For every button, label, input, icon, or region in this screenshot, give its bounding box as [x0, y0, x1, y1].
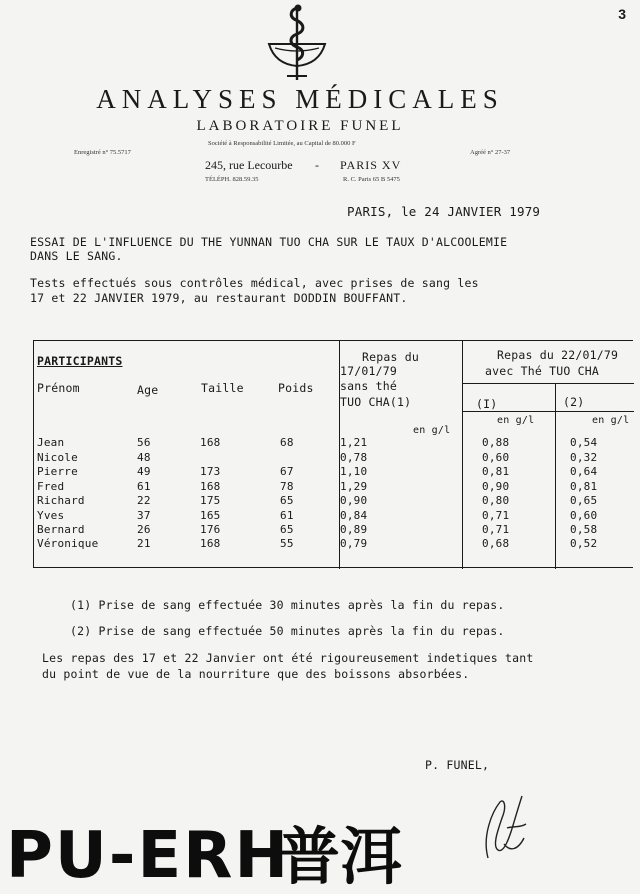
footnote-2: (2) Prise de sang effectuée 50 minutes après la fin du repas.: [70, 624, 505, 638]
cell-r3: 0,64: [570, 465, 598, 478]
page-number: 3: [618, 6, 626, 22]
cell-r1: 0,84: [340, 509, 368, 522]
sub-col-2: (2): [563, 395, 585, 409]
repas1-line4: TUO CHA(1): [340, 395, 412, 409]
cell-r2: 0,71: [482, 523, 510, 536]
rc-number: R. C. Paris 65 B 5475: [343, 176, 400, 183]
cell-r2: 0,90: [482, 480, 510, 493]
cell-age: 21: [137, 537, 151, 550]
cell-r1: 1,21: [340, 436, 368, 449]
participants-header: PARTICIPANTS: [37, 354, 123, 368]
cell-r3: 0,58: [570, 523, 598, 536]
col-taille: Taille: [201, 381, 244, 395]
cell-r2: 0,80: [482, 494, 510, 507]
unit-label-3: en g/l: [592, 415, 630, 426]
company-info: Société à Responsabilité Limitée, au Capital de 80.000 F: [208, 140, 356, 147]
cell-r3: 0,81: [570, 480, 598, 493]
col-poids: Poids: [278, 381, 314, 395]
brand-latin: PU-ERH: [6, 819, 290, 893]
cell-r2: 0,81: [482, 465, 510, 478]
letterhead-title: ANALYSES MÉDICALES: [96, 84, 504, 114]
cell-r1: 0,78: [340, 451, 368, 464]
remark-line-2: du point de vue de la nourriture que des boissons absorbées.: [42, 667, 470, 681]
cell-taille: 168: [200, 436, 221, 449]
cell-prenom: Fred: [37, 480, 65, 493]
cell-prenom: Bernard: [37, 523, 85, 536]
cell-taille: 175: [200, 494, 221, 507]
col-age: Age: [137, 383, 159, 397]
cell-prenom: Yves: [37, 509, 65, 522]
cell-r2: 0,71: [482, 509, 510, 522]
cell-age: 37: [137, 509, 151, 522]
cell-age: 61: [137, 480, 151, 493]
cell-r1: 0,89: [340, 523, 368, 536]
cell-r3: 0,60: [570, 509, 598, 522]
repas2-line2: avec Thé TUO CHA: [485, 364, 599, 378]
cell-taille: 168: [200, 537, 221, 550]
cell-age: 56: [137, 436, 151, 449]
repas1-line2: 17/01/79: [340, 364, 397, 378]
cell-r1: 1,29: [340, 480, 368, 493]
cell-poids: 68: [280, 436, 294, 449]
col-prenom: Prénom: [37, 381, 80, 395]
address-separator: -: [315, 158, 319, 172]
cell-r3: 0,32: [570, 451, 598, 464]
street-address: 245, rue Lecourbe: [205, 158, 293, 172]
cell-taille: 165: [200, 509, 221, 522]
repas1-line1: Repas du: [362, 350, 419, 364]
cell-prenom: Pierre: [37, 465, 78, 478]
cell-r3: 0,65: [570, 494, 598, 507]
cell-poids: 65: [280, 494, 294, 507]
signatory-name: P. FUNEL,: [425, 758, 490, 772]
cell-r1: 0,79: [340, 537, 368, 550]
cell-r1: 0,90: [340, 494, 368, 507]
cell-taille: 176: [200, 523, 221, 536]
cell-r3: 0,54: [570, 436, 598, 449]
cell-prenom: Jean: [37, 436, 65, 449]
unit-label-2: en g/l: [497, 415, 535, 426]
registration-number: Enregistré n° 75.5717: [74, 149, 131, 156]
cell-r2: 0,88: [482, 436, 510, 449]
cell-r2: 0,68: [482, 537, 510, 550]
agreement-number: Agréé n° 27-37: [470, 149, 511, 156]
cell-age: 22: [137, 494, 151, 507]
intro-line-2: 17 et 22 JANVIER 1979, au restaurant DODDIN BOUFFANT.: [30, 291, 408, 305]
cell-age: 26: [137, 523, 151, 536]
cell-prenom: Véronique: [37, 537, 99, 550]
footnote-1: (1) Prise de sang effectuée 30 minutes après la fin du repas.: [70, 598, 505, 612]
cell-age: 48: [137, 451, 151, 464]
cell-prenom: Richard: [37, 494, 85, 507]
city-address: PARIS XV: [340, 158, 402, 172]
brand-cjk: 普洱: [278, 820, 403, 893]
intro-line-1: Tests effectués sous contrôles médical, avec prises de sang les: [30, 276, 479, 290]
cell-r3: 0,52: [570, 537, 598, 550]
phone-number: TÉLÉPH. 828.59.35: [205, 176, 259, 183]
subject-line-1: ESSAI DE L'INFLUENCE DU THE YUNNAN TUO CHA SUR LE TAUX D'ALCOOLEMIE: [30, 235, 508, 249]
remark-line-1: Les repas des 17 et 22 Janvier ont été rigoureusement indetiques tant: [42, 651, 534, 665]
cell-poids: 61: [280, 509, 294, 522]
repas2-line1: Repas du 22/01/79: [497, 348, 619, 362]
cell-poids: 78: [280, 480, 294, 493]
cell-r1: 1,10: [340, 465, 368, 478]
cell-age: 49: [137, 465, 151, 478]
date-line: PARIS, le 24 JANVIER 1979: [347, 204, 541, 219]
subject-line-2: DANS LE SANG.: [30, 249, 123, 263]
caduceus-icon: [265, 2, 329, 82]
cell-taille: 168: [200, 480, 221, 493]
cell-taille: 173: [200, 465, 221, 478]
sub-col-1: (I): [476, 397, 498, 411]
cell-r2: 0,60: [482, 451, 510, 464]
cell-prenom: Nicole: [37, 451, 78, 464]
cell-poids: 55: [280, 537, 294, 550]
repas1-line3: sans thé: [340, 379, 397, 393]
lab-name: LABORATOIRE FUNEL: [196, 118, 404, 134]
unit-label-1: en g/l: [413, 425, 451, 436]
signature: [474, 788, 538, 868]
cell-poids: 65: [280, 523, 294, 536]
cell-poids: 67: [280, 465, 294, 478]
